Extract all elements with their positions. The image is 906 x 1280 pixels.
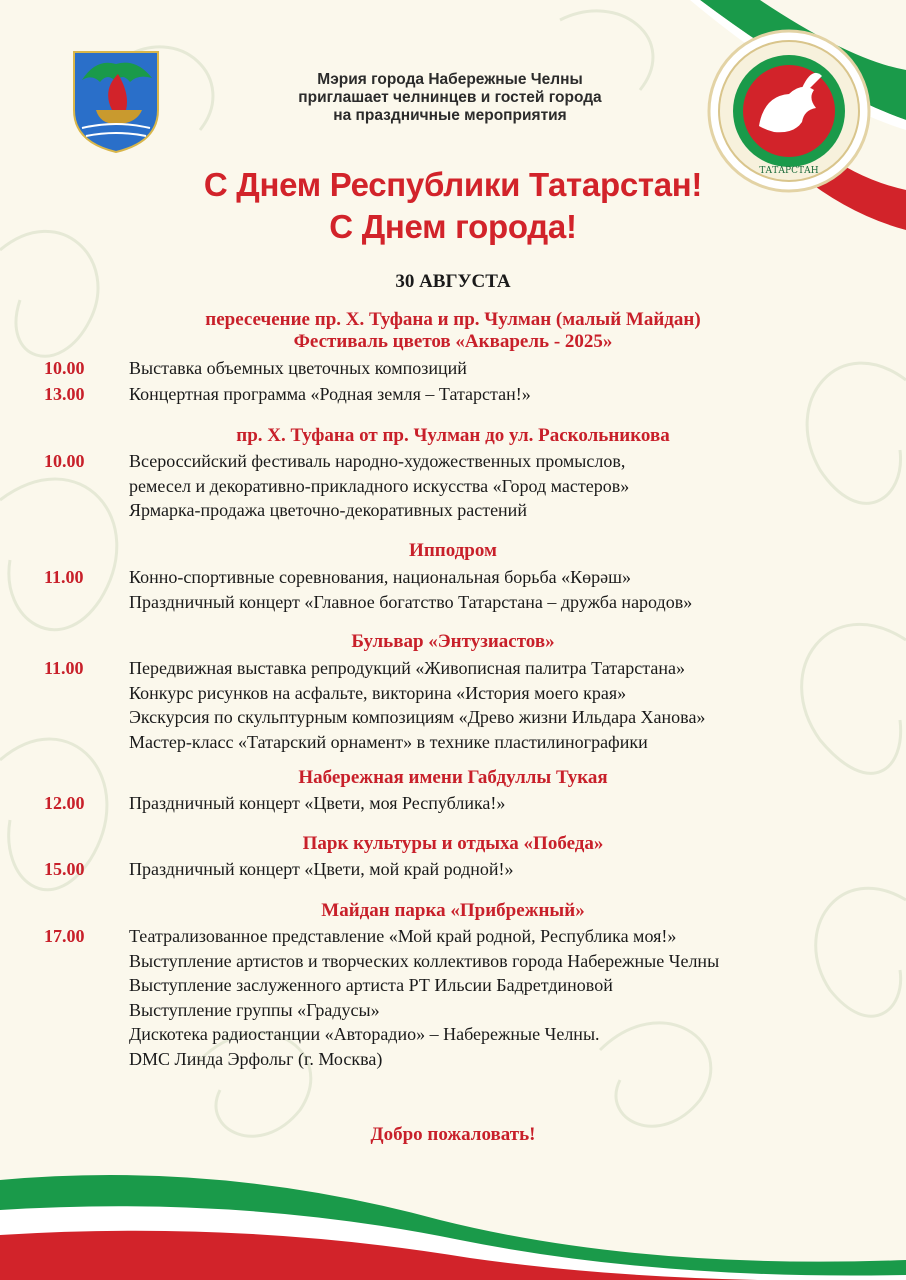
intro-line: приглашает челнинцев и гостей города xyxy=(298,89,602,106)
event-line: Ярмарка-продажа цветочно-декоративных растений xyxy=(129,500,527,520)
event-line: Всероссийский фестиваль народно-художественных промыслов, xyxy=(129,451,626,471)
venue-title xyxy=(100,309,806,353)
headline-line: С Днем Республики Татарстан! xyxy=(203,166,703,203)
event-time: 10.00 xyxy=(44,451,85,471)
venue-title xyxy=(100,540,806,562)
event-time: 15.00 xyxy=(44,859,85,879)
event-line: Мастер-класс «Татарский орнамент» в технике пластилинографики xyxy=(129,731,648,752)
venue-line: пр. Х. Туфана от пр. Чулман до ул. Раскольникова xyxy=(236,425,670,446)
venue-title xyxy=(100,767,806,789)
event-line: Концертная программа «Родная земля – Татарстан!» xyxy=(129,384,531,404)
event-line: Праздничный концерт «Цвети, моя Республика!» xyxy=(129,793,506,813)
page-title xyxy=(140,164,766,248)
event-line: Экскурсия по скульптурным композициям «Древо жизни Ильдара Ханова» xyxy=(129,707,706,727)
event-line: Передвижная выставка репродукций «Живописная палитра Татарстана» xyxy=(129,658,685,678)
event-time: 11.00 xyxy=(44,658,84,678)
venue-title xyxy=(100,900,806,922)
event-line: DMC Линда Эрфольг (г. Москва) xyxy=(129,1048,383,1069)
event-line: Праздничный концерт «Главное богатство Татарстана – дружба народов» xyxy=(129,591,693,612)
event-description xyxy=(129,565,889,614)
event-line: ремесел и декоративно-прикладного искусства «Город мастеров» xyxy=(129,475,630,496)
event-description xyxy=(129,449,889,523)
venue-title xyxy=(100,631,806,653)
event-time: 10.00 xyxy=(44,358,85,378)
event-line: Театрализованное представление «Мой край родной, Республика моя!» xyxy=(129,926,677,946)
intro-line: Мэрия города Набережные Челны xyxy=(317,71,583,88)
event-line: Конно-спортивные соревнования, национальная борьба «Көрәш» xyxy=(129,567,632,587)
event-description xyxy=(129,857,889,882)
event-time: 17.00 xyxy=(44,926,85,946)
event-description xyxy=(129,924,889,1071)
event-description xyxy=(129,356,889,381)
city-coat-of-arms-icon xyxy=(72,50,160,154)
tatarstan-emblem-label: ТАТАРСТАН xyxy=(759,166,819,176)
event-line: Выступление артистов и творческих коллективов города Набережные Челны xyxy=(129,950,720,971)
venue-line: Набережная имени Габдуллы Тукая xyxy=(298,767,608,788)
event-time: 13.00 xyxy=(44,384,85,404)
headline-line: С Днем города! xyxy=(329,208,577,245)
intro-line: на праздничные мероприятия xyxy=(333,107,567,124)
event-line: Выступление заслуженного артиста РТ Ильсии Бадретдиновой xyxy=(129,975,613,995)
venue-title xyxy=(100,833,806,855)
venue-line: Фестиваль цветов «Акварель - 2025» xyxy=(293,331,613,352)
venue-title xyxy=(100,425,806,447)
event-line: Выставка объемных цветочных композиций xyxy=(129,358,467,378)
event-time: 11.00 xyxy=(44,567,84,587)
event-date: 30 АВГУСТА xyxy=(395,271,511,292)
event-line: Праздничный концерт «Цвети, мой край родной!» xyxy=(129,859,514,879)
venue-line: пересечение пр. Х. Туфана и пр. Чулман (малый Майдан) xyxy=(205,309,701,330)
intro-text xyxy=(200,71,700,125)
event-time: 12.00 xyxy=(44,793,85,813)
venue-line: Майдан парка «Прибрежный» xyxy=(321,900,585,921)
event-line: Выступление группы «Градусы» xyxy=(129,999,380,1020)
event-line: Дискотека радиостанции «Авторадио» – Набережные Челны. xyxy=(129,1024,600,1044)
venue-line: Ипподром xyxy=(409,540,497,561)
event-line: Конкурс рисунков на асфальте, викторина «История моего края» xyxy=(129,682,627,703)
event-description xyxy=(129,656,889,754)
venue-line: Бульвар «Энтузиастов» xyxy=(351,631,555,652)
event-description xyxy=(129,791,889,816)
venue-line: Парк культуры и отдыха «Победа» xyxy=(302,833,604,854)
closing-text: Добро пожаловать! xyxy=(370,1124,536,1145)
event-description xyxy=(129,382,889,407)
